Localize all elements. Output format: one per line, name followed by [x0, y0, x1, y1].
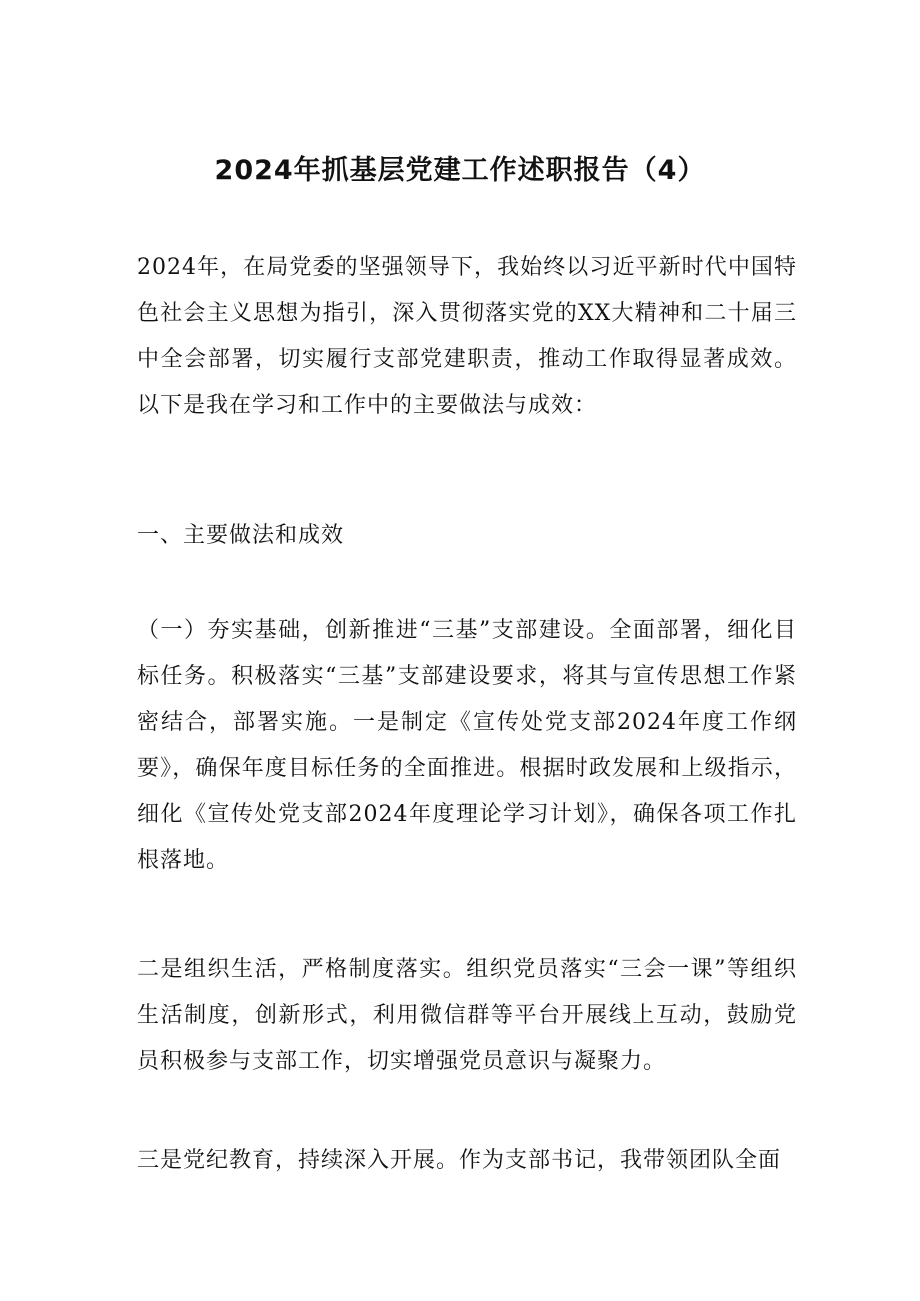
section-3-paragraph: 三是党纪教育，持续深入开展。作为支部书记，我带领团队全面 [137, 1148, 782, 1173]
section-1-paragraph: （一）夯实基础，创新推进“三基”支部建设。全面部署，细化目标任务。积极落实“三基”支部建设要求，将其与宣传思想工作紧密结合，部署实施。一是制定《宣传处党支部2024年度工作纲要》，确保年度目标任务的全面推进。根据时政发展和上级指示，细化《宣传处党支部2024年度理论学习计划》，确保各项工作扎根落地。 [137, 618, 797, 873]
section-2-paragraph: 二是组织生活，严格制度落实。组织党员落实“三会一课”等组织生活制度，创新形式，利用微信群等平台开展线上互动，鼓励党员积极参与支部工作，切实增强党员意识与凝聚力。 [137, 957, 797, 1074]
intro-paragraph: 2024年，在局党委的坚强领导下，我始终以习近平新时代中国特色社会主义思想为指引，深入贯彻落实党的XX大精神和二十届三中全会部署，切实履行支部党建职责，推动工作取得显著成效。以下是我在学习和工作中的主要做法与成效： [137, 255, 797, 418]
document-title: 2024年抓基层党建工作述职报告（4） [214, 155, 706, 186]
section-heading: 一、主要做法和成效 [137, 523, 345, 548]
